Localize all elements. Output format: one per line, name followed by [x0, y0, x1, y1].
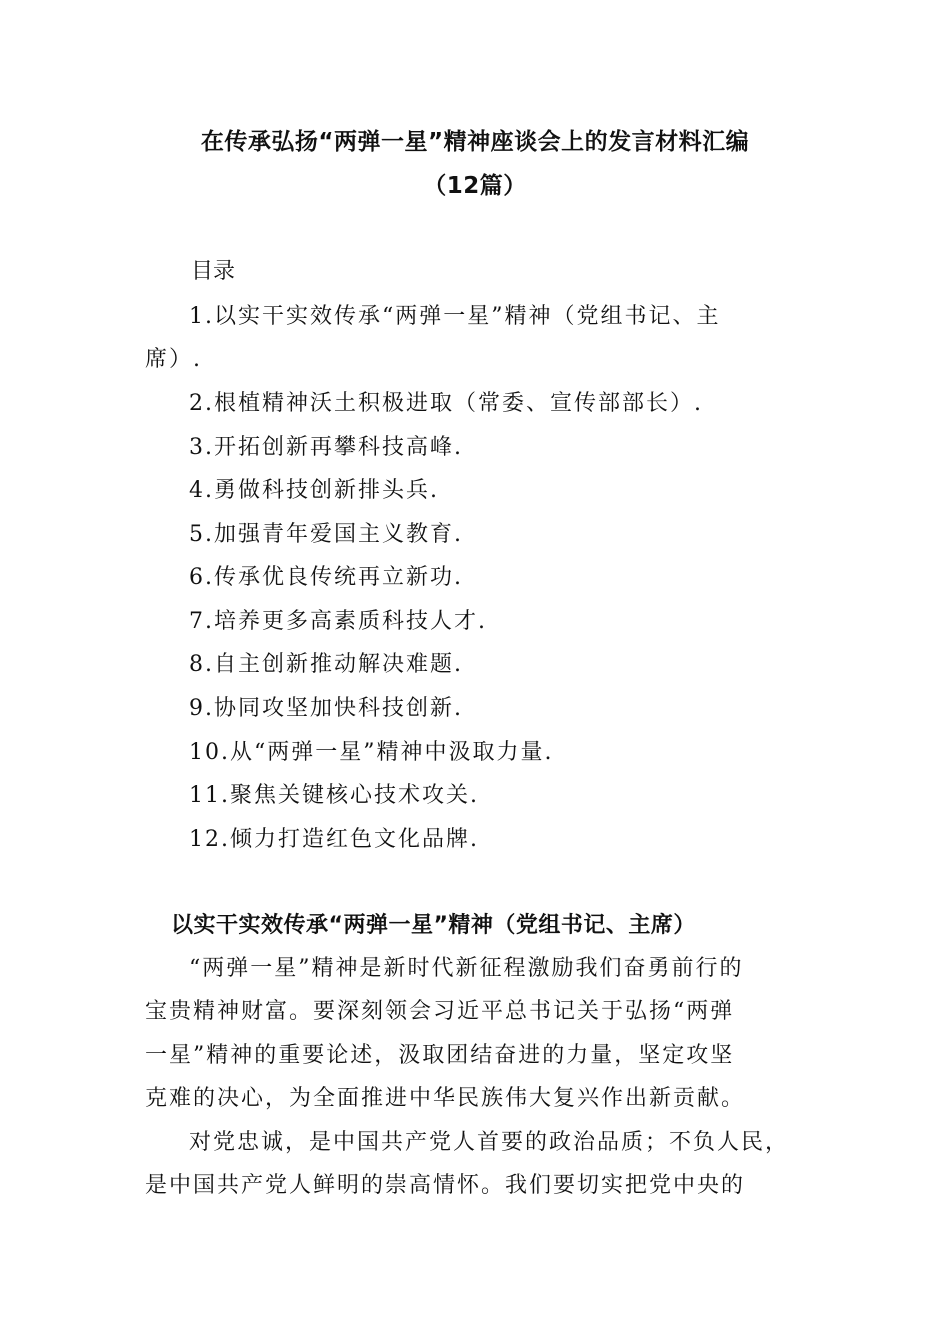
toc-item-2[interactable]: 2.根植精神沃土积极进取（常委、宣传部部长）. — [189, 391, 703, 416]
toc-item-12[interactable]: 12.倾力打造红色文化品牌. — [189, 827, 479, 852]
paragraph-line: 克难的决心，为全面推进中华民族伟大复兴作出新贡献。 — [145, 1086, 746, 1111]
toc-item-4[interactable]: 4.勇做科技创新排头兵. — [189, 478, 439, 503]
toc-item-8[interactable]: 8.自主创新推动解决难题. — [189, 652, 463, 677]
toc-item-11[interactable]: 11.聚焦关键核心技术攻关. — [189, 783, 479, 808]
toc-item-6[interactable]: 6.传承优良传统再立新功. — [189, 565, 463, 590]
paragraph-line: 宝贵精神财富。要深刻领会习近平总书记关于弘扬“两弹 — [145, 999, 735, 1024]
paragraph-line: 是中国共产党人鲜明的崇高情怀。我们要切实把党中央的 — [145, 1173, 746, 1198]
toc-item-1-continuation[interactable]: 席）. — [145, 347, 202, 372]
toc-item-9[interactable]: 9.协同攻坚加快科技创新. — [189, 696, 463, 721]
toc-item-1[interactable]: 1.以实干实效传承“两弹一星”精神（党组书记、主 — [189, 304, 721, 329]
document-title: 在传承弘扬“两弹一星”精神座谈会上的发言材料汇编 — [200, 129, 750, 155]
toc-item-10[interactable]: 10.从“两弹一星”精神中汲取力量. — [189, 740, 554, 765]
paragraph-line: 一星”精神的重要论述，汲取团结奋进的力量，坚定攻坚 — [145, 1043, 735, 1068]
toc-item-5[interactable]: 5.加强青年爱国主义教育. — [189, 522, 463, 547]
toc-item-7[interactable]: 7.培养更多高素质科技人才. — [189, 609, 487, 634]
toc-label: 目录 — [191, 259, 236, 284]
toc-item-3[interactable]: 3.开拓创新再攀科技高峰. — [189, 435, 463, 460]
document-title-count: （12篇） — [423, 173, 527, 199]
paragraph-line: “两弹一星”精神是新时代新征程激励我们奋勇前行的 — [189, 956, 744, 981]
paragraph-line: 对党忠诚，是中国共产党人首要的政治品质；不负人民， — [189, 1130, 790, 1155]
section-heading: 以实干实效传承“两弹一星”精神（党组书记、主席） — [171, 913, 696, 938]
